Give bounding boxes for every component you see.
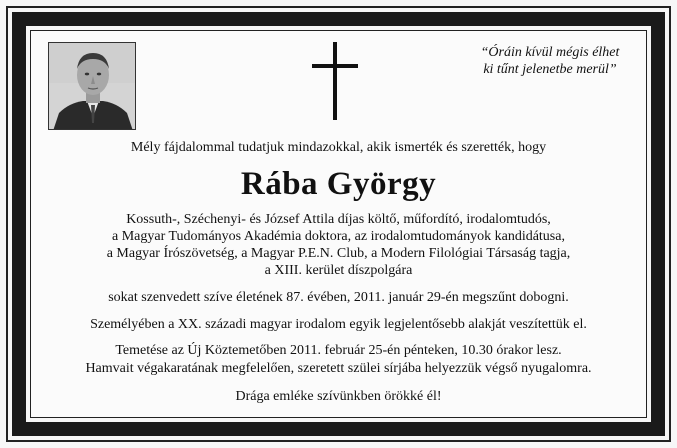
description-line: a Magyar Tudományos Akadémia doktora, az irodalomtudományok kandidátusa, xyxy=(112,229,565,244)
funeral-details: Temetése az Új Köztemetőben 2011. február 25-én pénteken, 10.30 órakor lesz. xyxy=(115,343,562,358)
intro-text: Mély fájdalommal tudatjuk mindazokkal, akik ismerték és szerették, hogy xyxy=(130,140,547,155)
quote-line-2: ki tűnt jelenetbe merül” xyxy=(483,62,617,77)
epigraph-quote xyxy=(470,44,630,78)
description-line: Kossuth-, Széchenyi- és József Attila díjas költő, műfordító, irodalomtudós, xyxy=(126,212,551,227)
deceased-name: Rába György xyxy=(240,166,437,202)
ashes-details: Hamvait végakaratának megfelelően, szeretett szülei sírjába helyezzük végső nyugalomra. xyxy=(85,361,592,376)
quote-line-1: “Óráin kívül mégis élhet xyxy=(480,45,620,60)
portrait-image xyxy=(49,43,136,130)
description-line: a Magyar Írószövetség, a Magyar P.E.N. Club, a Modern Filológiai Társaság tagja, xyxy=(106,246,571,261)
cross-icon xyxy=(310,42,360,120)
description-line: a XIII. kerület díszpolgára xyxy=(264,263,413,278)
death-statement: sokat szenvedett szíve életének 87. évében, 2011. január 29-én megszűnt dobogni. xyxy=(108,290,569,305)
closing-line: Drága emléke szívünkben örökké él! xyxy=(235,389,442,404)
portrait-photo xyxy=(48,42,136,130)
legacy-statement: Személyében a XX. századi magyar irodalom egyik legjelentősebb alakját veszítettük el. xyxy=(90,317,587,332)
